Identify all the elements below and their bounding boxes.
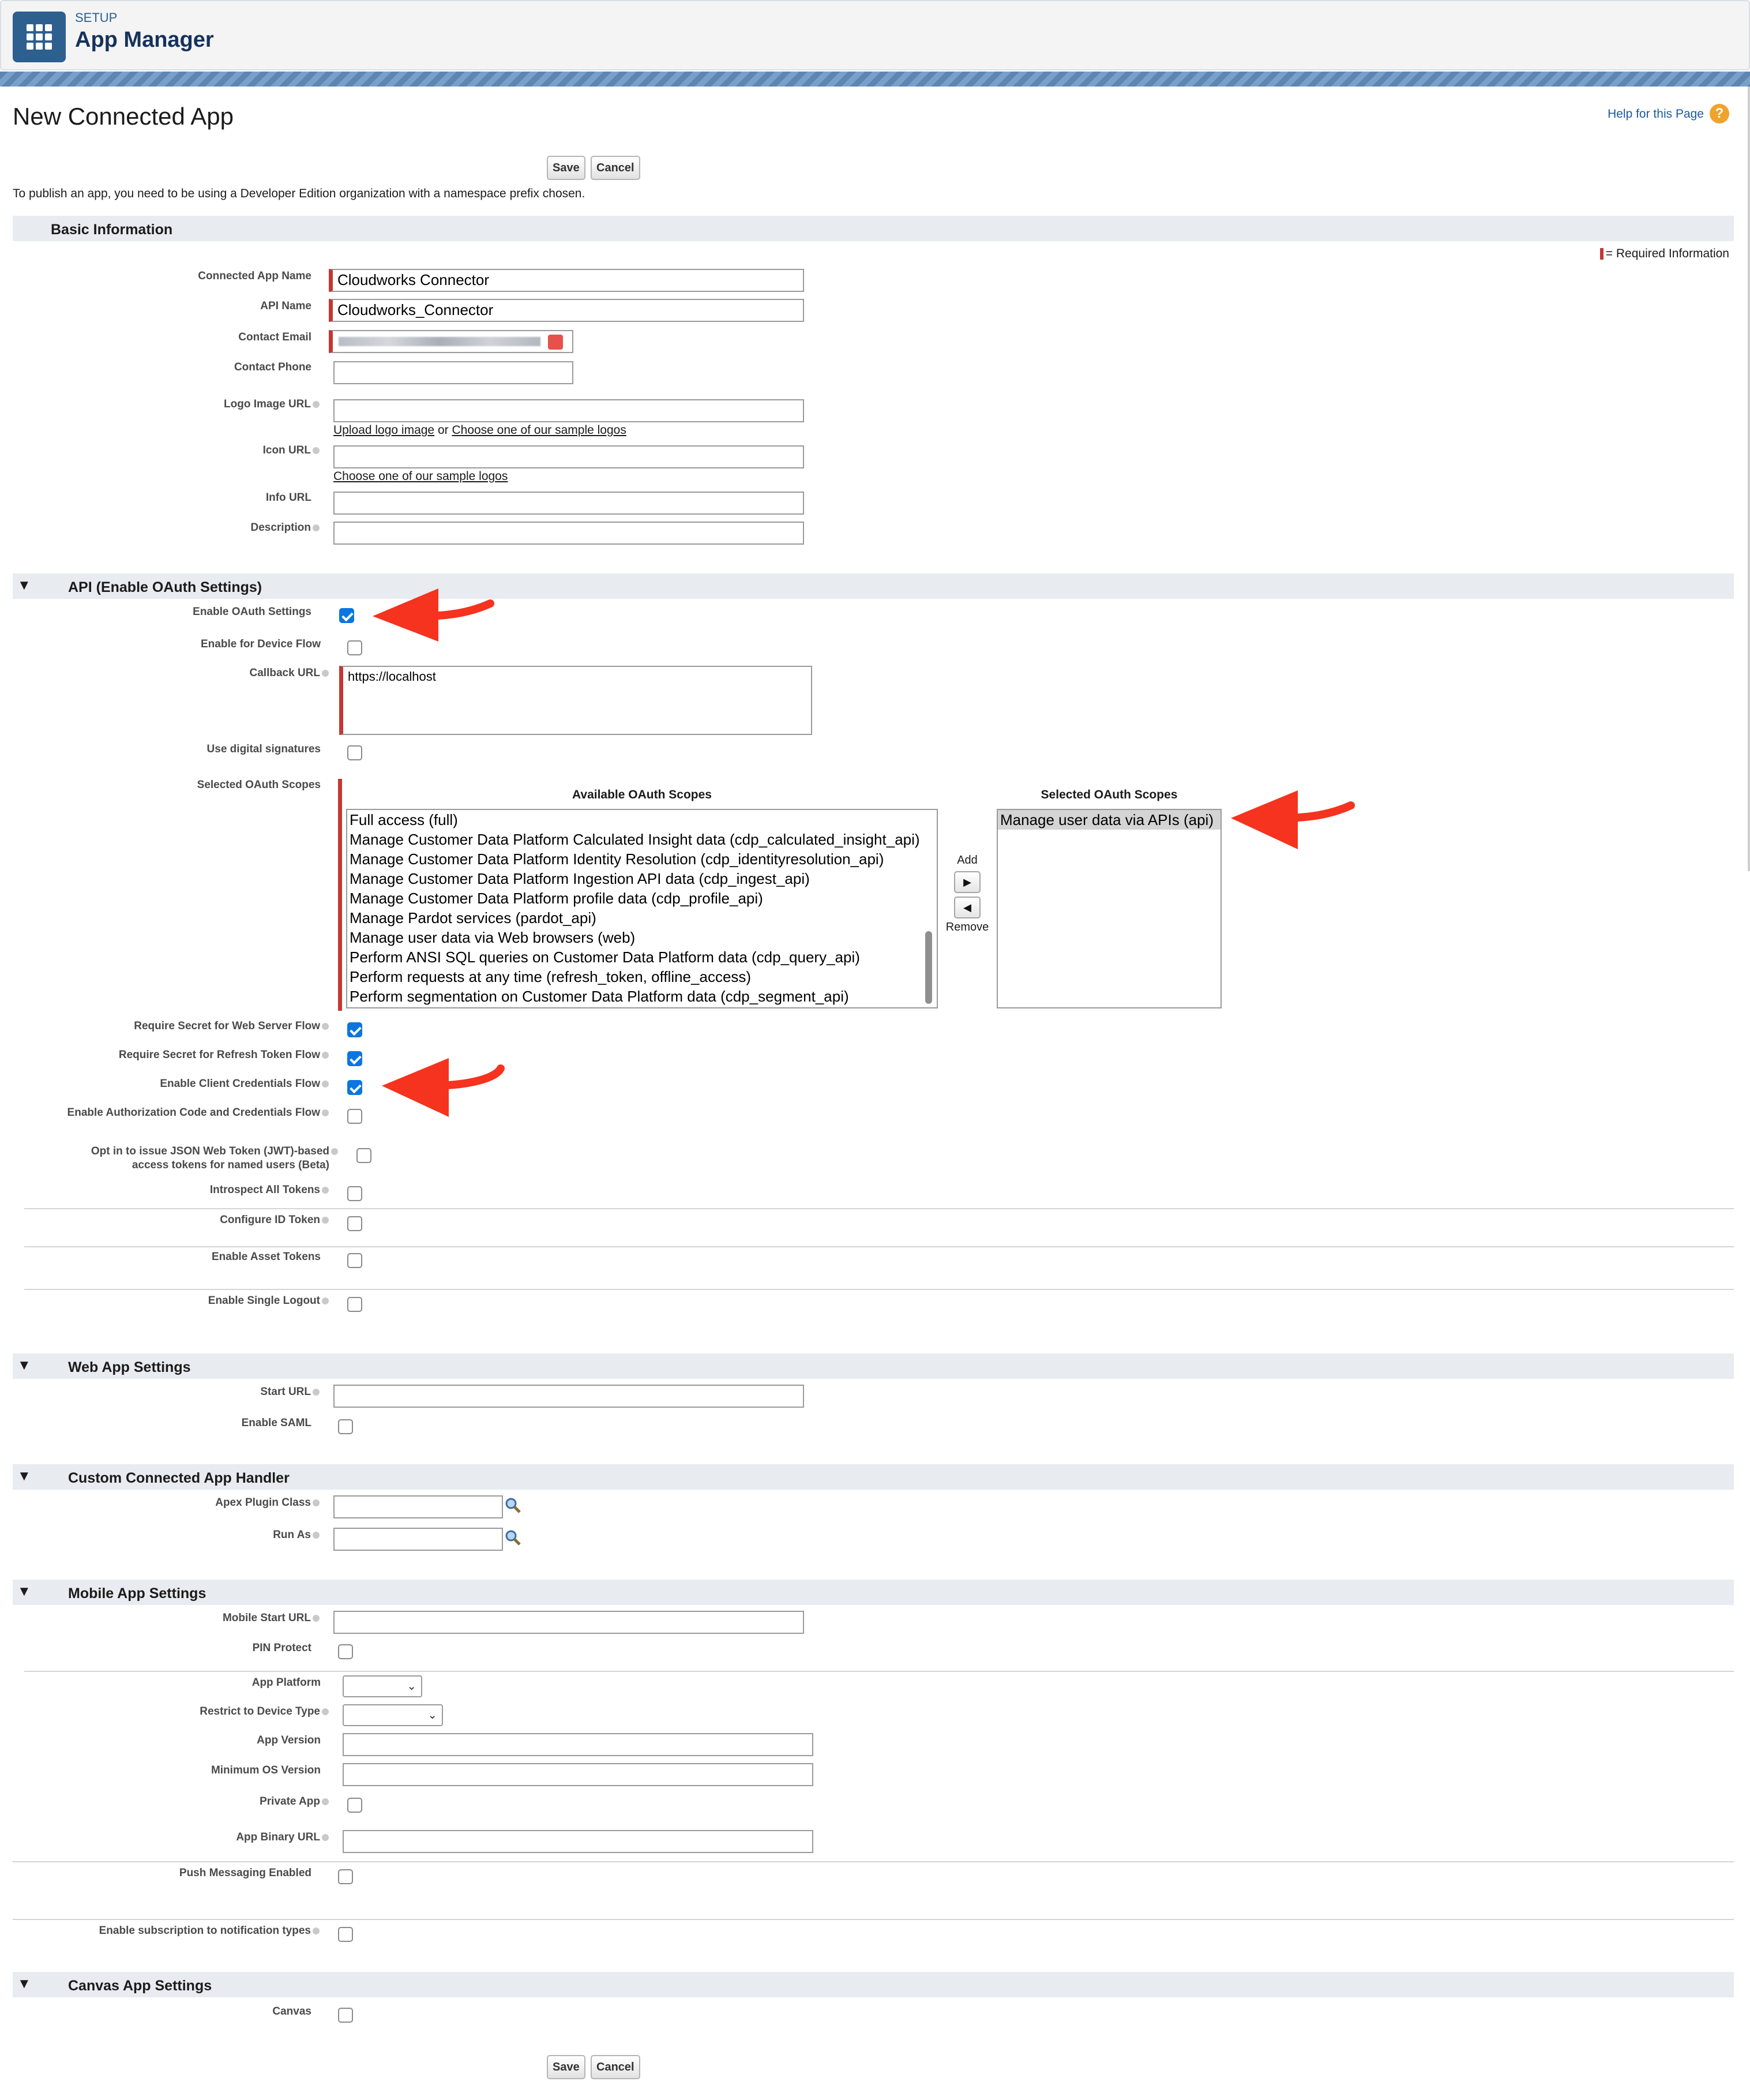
section-title: API (Enable OAuth Settings)	[68, 579, 262, 595]
label-start-url: Start URL	[260, 1386, 320, 1398]
introspect-tokens-checkbox[interactable]	[347, 1186, 362, 1201]
redacted-email	[339, 337, 540, 346]
required-marker	[1600, 248, 1603, 260]
info-icon[interactable]	[322, 1297, 329, 1304]
label-contact-phone: Contact Phone	[234, 361, 311, 373]
api-name-input[interactable]: Cloudworks_Connector	[329, 299, 804, 322]
label-apex-plugin: Apex Plugin Class	[215, 1497, 320, 1509]
icon-url-input[interactable]	[333, 445, 804, 468]
scope-option[interactable]: Manage Pardot services (pardot_api)	[350, 909, 596, 927]
label-enable-single-logout: Enable Single Logout	[208, 1295, 329, 1307]
enable-saml-checkbox[interactable]	[338, 1419, 353, 1434]
mobile-start-url-input[interactable]	[333, 1611, 804, 1634]
label-private-app: Private App	[260, 1795, 329, 1808]
info-icon[interactable]	[313, 1532, 320, 1539]
cancel-button-bottom[interactable]: Cancel	[591, 2055, 640, 2079]
enable-oauth-checkbox[interactable]	[339, 608, 354, 623]
private-app-checkbox[interactable]	[347, 1798, 362, 1813]
restrict-device-select[interactable]	[343, 1704, 443, 1726]
info-icon[interactable]	[313, 447, 320, 454]
scope-option[interactable]: Manage Customer Data Platform Ingestion API data (cdp_ingest_api)	[350, 870, 810, 887]
scope-option[interactable]: Perform ANSI SQL queries on Customer Data Platform data (cdp_query_api)	[350, 948, 860, 966]
selected-scopes-header: Selected OAuth Scopes	[1041, 788, 1178, 801]
label-enable-device-flow: Enable for Device Flow	[201, 638, 321, 650]
label-require-secret-refresh: Require Secret for Refresh Token Flow	[119, 1049, 329, 1062]
scope-option[interactable]: Full access (full)	[350, 811, 458, 828]
label-enable-asset-tokens: Enable Asset Tokens	[211, 1251, 321, 1263]
section-canvas-app[interactable]	[13, 1972, 1734, 1997]
logo-links	[333, 423, 626, 437]
label-run-as: Run As	[273, 1529, 320, 1542]
annotation-arrow	[1227, 785, 1360, 860]
label-push-messaging: Push Messaging Enabled	[179, 1867, 311, 1879]
setup-eyebrow: SETUP	[75, 10, 118, 25]
annotation-arrow	[378, 1050, 511, 1125]
info-icon[interactable]	[322, 1798, 329, 1805]
available-scopes-listbox[interactable]	[346, 809, 938, 1008]
required-legend	[1600, 247, 1729, 261]
section-title: Custom Connected App Handler	[68, 1470, 290, 1486]
section-basic-information	[13, 216, 1734, 241]
app-manager-title: App Manager	[75, 28, 214, 52]
info-icon[interactable]	[322, 670, 329, 677]
section-web-app[interactable]	[13, 1353, 1734, 1379]
enable-subscription-checkbox[interactable]	[338, 1927, 353, 1942]
label-app-version: App Version	[257, 1734, 321, 1746]
section-title: Mobile App Settings	[68, 1585, 206, 1602]
description-input[interactable]	[333, 522, 804, 545]
contact-phone-input[interactable]	[333, 361, 573, 384]
enable-client-credentials-checkbox[interactable]	[347, 1080, 362, 1095]
header-stripe	[0, 72, 1750, 87]
label-min-os: Minimum OS Version	[211, 1764, 321, 1776]
configure-id-token-checkbox[interactable]	[347, 1216, 362, 1231]
run-as-input[interactable]	[333, 1528, 503, 1551]
section-custom-handler[interactable]	[13, 1464, 1734, 1490]
info-icon[interactable]	[322, 1187, 329, 1194]
label-app-platform: App Platform	[251, 1677, 321, 1689]
label-configure-id-token: Configure ID Token	[220, 1214, 329, 1227]
label-jwt-opt-in: Opt in to issue JSON Web Token (JWT)-based access tokens for named users (Beta)	[91, 1145, 338, 1172]
publish-note: To publish an app, you need to be using a Developer Edition organization with a namespace prefix chosen.	[13, 187, 585, 200]
use-digital-signatures-checkbox[interactable]	[347, 745, 362, 760]
divider	[24, 1289, 1734, 1290]
remove-label: Remove	[945, 921, 989, 933]
section-api-oauth[interactable]	[13, 573, 1734, 599]
label-contact-email: Contact Email	[238, 331, 311, 343]
label-icon-url: Icon URL	[263, 444, 320, 457]
divider	[13, 1919, 1734, 1920]
scope-option[interactable]: Perform requests at any time (refresh_token, offline_access)	[350, 968, 752, 985]
setup-header	[0, 0, 1750, 70]
enable-device-flow-checkbox[interactable]	[347, 640, 362, 655]
info-icon[interactable]	[313, 1615, 320, 1622]
label-require-secret-web: Require Secret for Web Server Flow	[134, 1020, 329, 1033]
divider	[24, 1671, 1734, 1672]
label-connected-app-name: Connected App Name	[198, 270, 311, 282]
label-restrict-device: Restrict to Device Type	[200, 1705, 329, 1718]
lookup-icon[interactable]	[504, 1497, 521, 1514]
scope-option[interactable]: Manage user data via Web browsers (web)	[350, 929, 636, 946]
app-binary-url-input[interactable]	[343, 1830, 813, 1853]
apex-plugin-input[interactable]	[333, 1495, 503, 1518]
help-icon[interactable]: ?	[1710, 104, 1729, 123]
require-secret-refresh-checkbox[interactable]	[347, 1051, 362, 1066]
chevron-down-icon: ⌄	[427, 1709, 437, 1722]
app-version-input[interactable]	[343, 1733, 813, 1756]
info-icon[interactable]	[322, 1217, 329, 1224]
label-enable-subscription: Enable subscription to notification types	[99, 1925, 320, 1937]
canvas-checkbox[interactable]	[338, 2008, 353, 2023]
lookup-icon[interactable]	[504, 1529, 521, 1546]
triangle-down-icon[interactable]: ▼	[17, 1976, 31, 1992]
info-icon[interactable]	[322, 1081, 329, 1088]
scope-option[interactable]: Manage Customer Data Platform profile data (cdp_profile_api)	[350, 890, 763, 907]
choose-sample-logos-link[interactable]: Choose one of our sample logos	[452, 423, 626, 437]
info-icon[interactable]	[322, 1834, 329, 1841]
add-arrow-button[interactable]: ▶	[954, 871, 981, 893]
triangle-down-icon[interactable]: ▼	[17, 1357, 31, 1373]
app-platform-select[interactable]	[343, 1675, 422, 1697]
annotation-arrow	[369, 577, 502, 652]
triangle-down-icon[interactable]: ▼	[17, 1468, 31, 1484]
label-introspect-tokens: Introspect All Tokens	[210, 1184, 329, 1197]
info-icon[interactable]	[322, 1109, 329, 1116]
required-note: = Required Information	[1605, 247, 1729, 260]
scope-option[interactable]: Perform segmentation on Customer Data Platform data (cdp_segment_api)	[350, 988, 849, 1005]
selected-scope-option[interactable]: Manage user data via APIs (api)	[998, 810, 1221, 830]
label-enable-oauth: Enable OAuth Settings	[193, 606, 311, 618]
help-link[interactable]: Help for this Page	[1608, 107, 1704, 121]
label-app-binary-url: App Binary URL	[236, 1831, 329, 1844]
scope-option[interactable]: Manage Customer Data Platform Calculated Insight data (cdp_calculated_insight_api)	[350, 831, 920, 848]
min-os-input[interactable]	[343, 1763, 813, 1786]
remove-arrow-button[interactable]: ◀	[954, 897, 981, 918]
info-icon[interactable]	[313, 524, 320, 531]
label-logo-image-url: Logo Image URL	[224, 398, 320, 411]
redaction-mark	[548, 335, 563, 350]
divider	[24, 1246, 1734, 1247]
divider	[24, 1208, 1734, 1209]
label-api-name: API Name	[260, 300, 311, 312]
app-launcher-grid-icon[interactable]	[13, 12, 66, 62]
add-label: Add	[957, 854, 978, 867]
callback-url-textarea[interactable]: https://localhost	[339, 666, 812, 735]
label-enable-auth-code-creds: Enable Authorization Code and Credentials Flow	[67, 1107, 329, 1119]
info-icon[interactable]	[313, 401, 320, 408]
require-secret-web-checkbox[interactable]	[347, 1022, 362, 1037]
enable-asset-tokens-checkbox[interactable]	[347, 1253, 362, 1268]
info-icon[interactable]	[322, 1023, 329, 1030]
page-scrollbar[interactable]	[1748, 87, 1750, 871]
start-url-input[interactable]	[333, 1385, 804, 1408]
label-mobile-start-url: Mobile Start URL	[223, 1612, 320, 1625]
label-pin-protect: PIN Protect	[252, 1642, 311, 1654]
info-icon[interactable]	[331, 1148, 338, 1155]
info-icon[interactable]	[313, 1927, 320, 1934]
info-icon[interactable]	[313, 1389, 320, 1396]
enable-single-logout-checkbox[interactable]	[347, 1297, 362, 1312]
info-icon[interactable]	[322, 1708, 329, 1715]
triangle-down-icon[interactable]: ▼	[17, 1584, 31, 1599]
required-marker	[338, 779, 342, 1011]
contact-email-input[interactable]	[329, 330, 573, 353]
label-enable-client-credentials: Enable Client Credentials Flow	[160, 1078, 329, 1090]
available-scopes-header: Available OAuth Scopes	[572, 788, 712, 801]
upload-logo-link[interactable]: Upload logo image	[333, 423, 435, 437]
push-messaging-checkbox[interactable]	[338, 1869, 353, 1884]
section-title: Canvas App Settings	[68, 1978, 212, 1994]
pin-protect-checkbox[interactable]	[338, 1644, 353, 1659]
scrollbar-thumb[interactable]	[925, 931, 932, 1004]
or-text: or	[434, 423, 452, 437]
section-title: Web App Settings	[68, 1359, 191, 1375]
divider	[13, 1861, 1734, 1862]
label-selected-oauth-scopes: Selected OAuth Scopes	[197, 779, 321, 791]
label-info-url: Info URL	[265, 492, 311, 504]
cancel-button-top[interactable]: Cancel	[591, 156, 640, 180]
page-title: New Connected App	[13, 103, 234, 130]
label-enable-saml: Enable SAML	[241, 1417, 311, 1429]
save-button-bottom[interactable]: Save	[547, 2055, 585, 2079]
jwt-opt-in-checkbox[interactable]	[356, 1148, 371, 1163]
chevron-down-icon: ⌄	[407, 1680, 416, 1693]
label-canvas: Canvas	[272, 2005, 311, 2017]
label-use-digital-signatures: Use digital signatures	[206, 743, 321, 755]
connected-app-name-input[interactable]: Cloudworks Connector	[329, 269, 804, 292]
scope-option[interactable]: Manage Customer Data Platform Identity Resolution (cdp_identityresolution_api)	[350, 850, 884, 868]
section-title: Basic Information	[51, 222, 173, 238]
section-mobile-app[interactable]	[13, 1580, 1734, 1605]
triangle-down-icon[interactable]: ▼	[17, 578, 31, 593]
selected-scopes-listbox[interactable]	[997, 809, 1222, 1008]
info-icon[interactable]	[313, 1499, 320, 1506]
label-callback-url: Callback URL	[250, 667, 329, 680]
choose-sample-logos-link-icon[interactable]: Choose one of our sample logos	[333, 470, 508, 483]
logo-image-url-input[interactable]	[333, 399, 804, 422]
label-description: Description	[250, 522, 320, 534]
save-button-top[interactable]: Save	[547, 156, 585, 180]
enable-auth-code-creds-checkbox[interactable]	[347, 1109, 362, 1124]
info-icon[interactable]	[322, 1052, 329, 1059]
info-url-input[interactable]	[333, 492, 804, 515]
